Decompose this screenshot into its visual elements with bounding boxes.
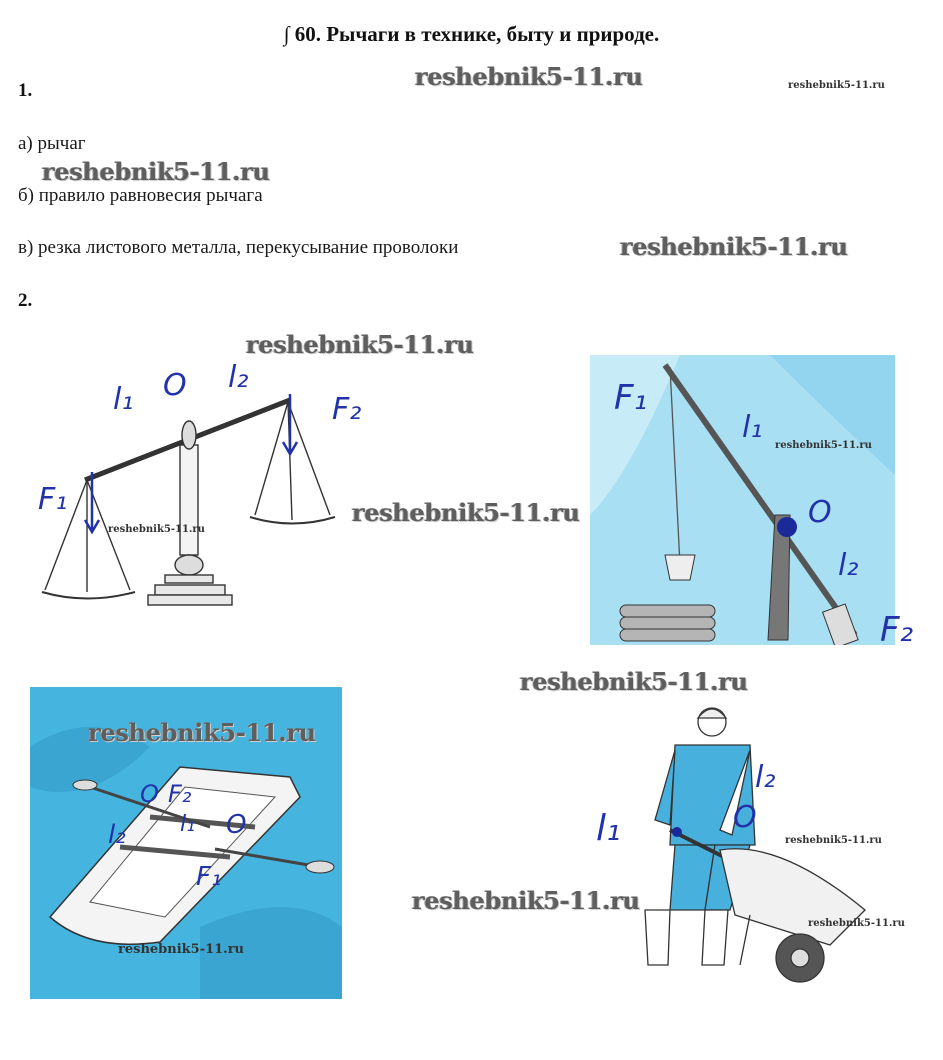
well-l2-label: l₂: [838, 548, 859, 583]
well-f1-label: F₁: [614, 378, 648, 418]
watermark-small: reshebnik5-11.ru: [785, 835, 882, 846]
watermark-small: reshebnik5-11.ru: [775, 440, 872, 451]
wheelbarrow-o-label: O: [733, 800, 757, 835]
boat-l2-label: l₂: [108, 820, 126, 850]
wheelbarrow-l1-label: l₁: [596, 808, 621, 849]
answer-a: а) рычаг: [18, 133, 86, 154]
answer-b: б) правило равновесия рычага: [18, 185, 263, 206]
page-title: ∫ 60. Рычаги в технике, быту и природе.: [283, 22, 660, 46]
watermark-small: reshebnik5-11.ru: [108, 524, 205, 535]
task-1-number: 1.: [18, 80, 33, 101]
watermark-small: reshebnik5-11.ru: [118, 942, 245, 957]
watermark: reshebnik5-11.ru: [520, 667, 748, 696]
watermark: reshebnik5-11.ru: [620, 232, 848, 261]
well-f2-label: F₂: [880, 610, 914, 650]
boat-o2-label: O: [226, 810, 247, 840]
watermark: reshebnik5-11.ru: [246, 330, 474, 359]
boat-o-label: O: [140, 780, 159, 808]
wheelbarrow-l2-label: l₂: [755, 760, 776, 795]
boat-f2-label: F₂: [168, 780, 192, 808]
well-o-label: O: [808, 495, 832, 530]
watermark: reshebnik5-11.ru: [42, 157, 270, 186]
answer-c: в) резка листового металла, перекусывание проволоки: [18, 237, 459, 258]
task-2-number: 2.: [18, 290, 33, 311]
watermark-small: reshebnik5-11.ru: [788, 80, 885, 91]
well-l1-label: l₁: [742, 410, 763, 445]
watermark: reshebnik5-11.ru: [352, 498, 580, 527]
force-arrow-icon: [82, 470, 102, 540]
scales-l2-label: l₂: [228, 360, 249, 395]
scales-o-label: O: [163, 368, 187, 403]
watermark: reshebnik5-11.ru: [88, 718, 316, 747]
boat-f1-label: F₁: [196, 862, 222, 892]
scales-l1-label: l₁: [113, 382, 134, 417]
watermark-small: reshebnik5-11.ru: [808, 918, 905, 929]
boat-l1-label: l₁: [180, 812, 195, 837]
force-arrow-icon: [280, 392, 300, 462]
scales-f2-label: F₂: [332, 392, 362, 427]
scales-f1-label: F₁: [38, 482, 68, 517]
watermark: reshebnik5-11.ru: [412, 886, 640, 915]
watermark: reshebnik5-11.ru: [415, 62, 643, 91]
